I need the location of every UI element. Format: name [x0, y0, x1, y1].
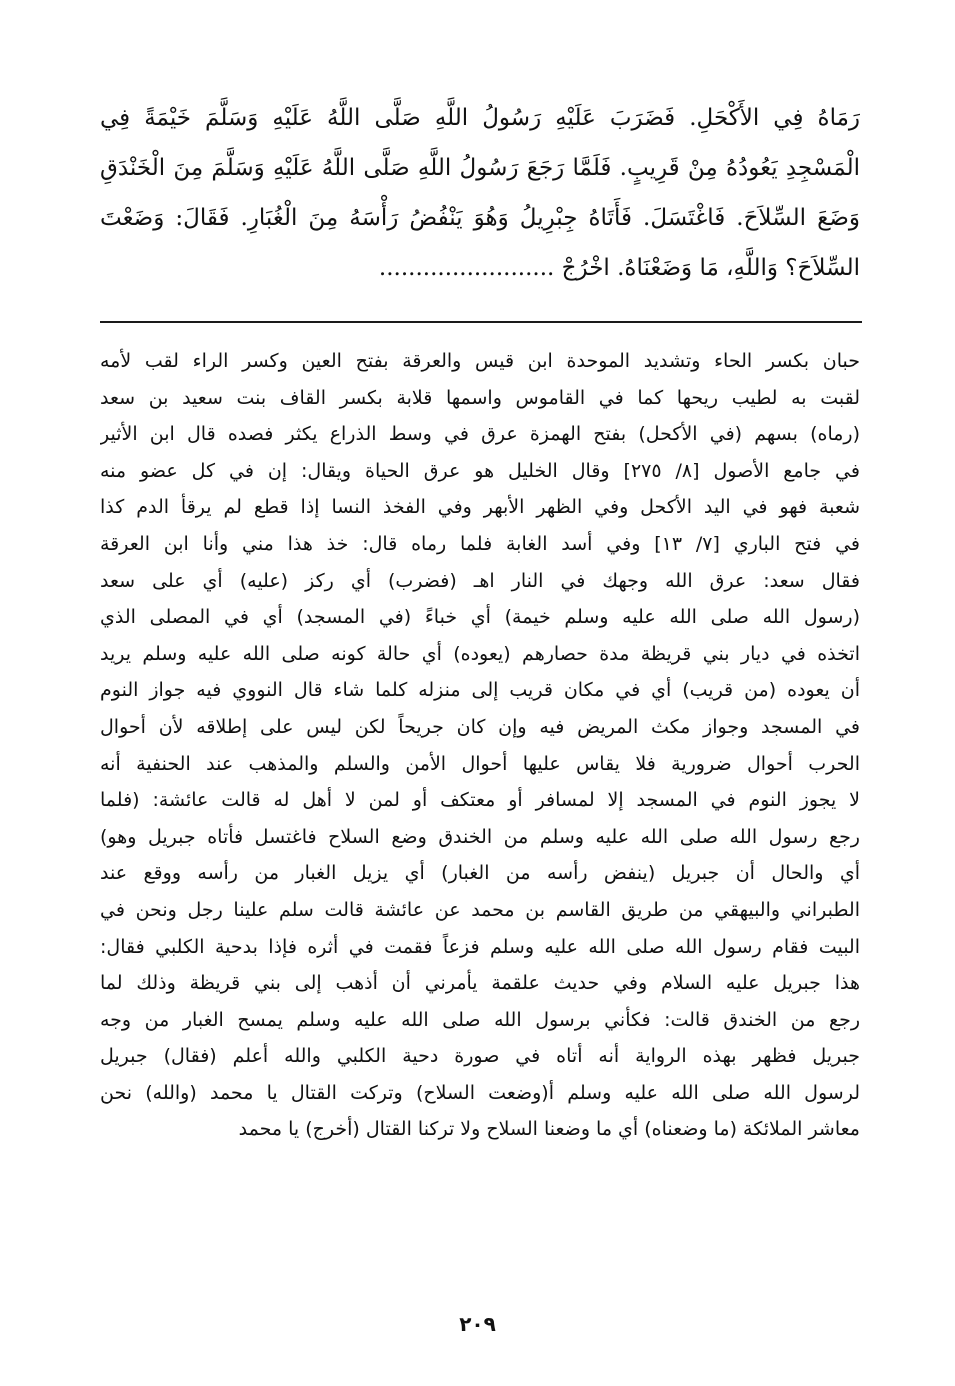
commentary-line: جبريل فظهر بهذه الرواية أنه أتاه في صورة دحية الكلبي والله أعلم (فقال) جبريل	[100, 1045, 860, 1068]
main-text-line: وَضَعَ السِّلاَحَ. فَاغْتَسَلَ. فَأَتَاهُ جِبْرِيلُ وَهُوَ يَنْفُضُ رَأْسَهُ مِنَ الْغُبَارِ. فَقَالَ: وَضَعْتَ	[100, 205, 860, 231]
main-text-line: رَمَاهُ فِي الأَكْحَلِ. فَضَرَبَ عَلَيْهِ رَسُولُ اللَّهِ صَلَّى اللَّهُ عَلَيْهِ وَسَلَّمَ خَيْمَةً فِي	[100, 105, 860, 131]
commentary-line: أن يعوده (من قريب) أي في مكان قريب إلى منزله كلما شاء قال النووي فيه جواز النوم	[100, 679, 860, 702]
commentary-line: هذا جبريل عليه السلام وفي حديث علقمة يأمرني أن أذهب إلى بني قريظة وذلك لما	[100, 972, 860, 995]
commentary-line: حبان بكسر الحاء وتشديد الموحدة ابن قيس والعرقة بفتح العين وكسر الراء لقب لأمه	[100, 350, 860, 372]
commentary-line: فقال سعد: عرق الله وجهك في النار اهـ (فضرب) أي ركز (عليه) أي على سعد	[100, 569, 860, 592]
footnote-separator	[100, 321, 862, 323]
commentary-line: في المسجد وجواز مكث المريض فيه وإن كان جريحاً لكن ليس على إطلاقه لأن أحوال	[100, 715, 860, 738]
commentary-line: (رسول الله صلى الله عليه وسلم خيمة) أي خباءً (في المسجد) أي في المصلى الذي	[100, 606, 860, 629]
commentary-line: (رماه) بسهم (في الأكحل) بفتح الهمزة عرق في وسط الذراع يكثر فصده قال ابن الأثير	[100, 423, 860, 446]
commentary-line: لا يجوز النوم في المسجد إلا لمسافر أو معتكف أو لمن لا أهل له قالت عائشة: (فلما	[100, 789, 860, 812]
main-text-line: السِّلاَحَ؟ وَاللَّهِ، مَا وَضَعْنَاهُ. اخْرُجْ ........................	[378, 255, 860, 281]
commentary-line: معاشر الملائكة (ما وضعناه) أي ما وضعنا السلاح ولا تركنا القتال (أخرج) يا محمد	[238, 1118, 860, 1141]
hadith-main-text	[100, 93, 860, 293]
commentary-line: لقبت به لطيب ريحها كما في القاموس واسمها قلابة بكسر القاف بنت سعيد بن سعد	[100, 386, 860, 409]
commentary-line: الحرب أحوال ضرورية فلا يقاس عليها أحوال الأمن والسلم والمذهب عند الحنفية أنه	[100, 752, 860, 775]
commentary-line: رجع رسول الله صلى الله عليه وسلم من الخندق وضع السلاح فاغتسل فأتاه جبريل وهو)	[100, 825, 860, 848]
commentary-text	[100, 343, 860, 1148]
commentary-line: اتخذه في ديار بني قريظة مدة حصارهم (يعوده) أي حالة كونه صلى الله عليه وسلم يريد	[100, 642, 860, 665]
commentary-line: الطبراني والبيهقي من طريق القاسم بن محمد عن عائشة قالت سلم علينا رجل ونحن في	[100, 898, 860, 921]
commentary-line: في فتح الباري [٧/ ١٣] وفي أسد الغابة فلما رماه قال: خذ هذا مني وأنا ابن العرقة	[100, 532, 860, 555]
commentary-line: أي والحال أن جبريل (ينفض رأسه من الغبار) أي يزيل الغبار من رأسه ووقع عند	[100, 862, 860, 885]
commentary-line: البيت فقام رسول الله صلى الله عليه وسلم فزعاً فقمت في أثره فإذا بدحية الكلبي فقال:	[100, 935, 860, 958]
page-number: ٢٠٩	[459, 1312, 496, 1336]
main-text-line: الْمَسْجِدِ يَعُودُهُ مِنْ قَرِيبٍ. فَلَمَّا رَجَعَ رَسُولُ اللَّهِ صَلَّى اللَّهُ عَلَيْهِ وَسَلَّمَ مِنَ الْخَنْدَقِ	[100, 155, 860, 181]
commentary-line: لرسول الله صلى الله عليه وسلم أ(وضعت السلاح) وتركت القتال يا محمد (والله) نحن	[100, 1081, 860, 1104]
commentary-line: رجع من الخندق قالت: فكأني برسول الله صلى الله عليه وسلم يمسح الغبار من وجه	[100, 1008, 860, 1031]
commentary-line: في جامع الأصول [٨/ ٢٧٥] وقال الخليل هو عرق الحياة ويقال: إن في كل عضو منه	[100, 459, 860, 482]
commentary-line: شعبة فهو في اليد الأكحل وفي الظهر الأبهر وفي الفخذ النسا إذا قطع لم يرقأ الدم كذا	[100, 496, 860, 519]
